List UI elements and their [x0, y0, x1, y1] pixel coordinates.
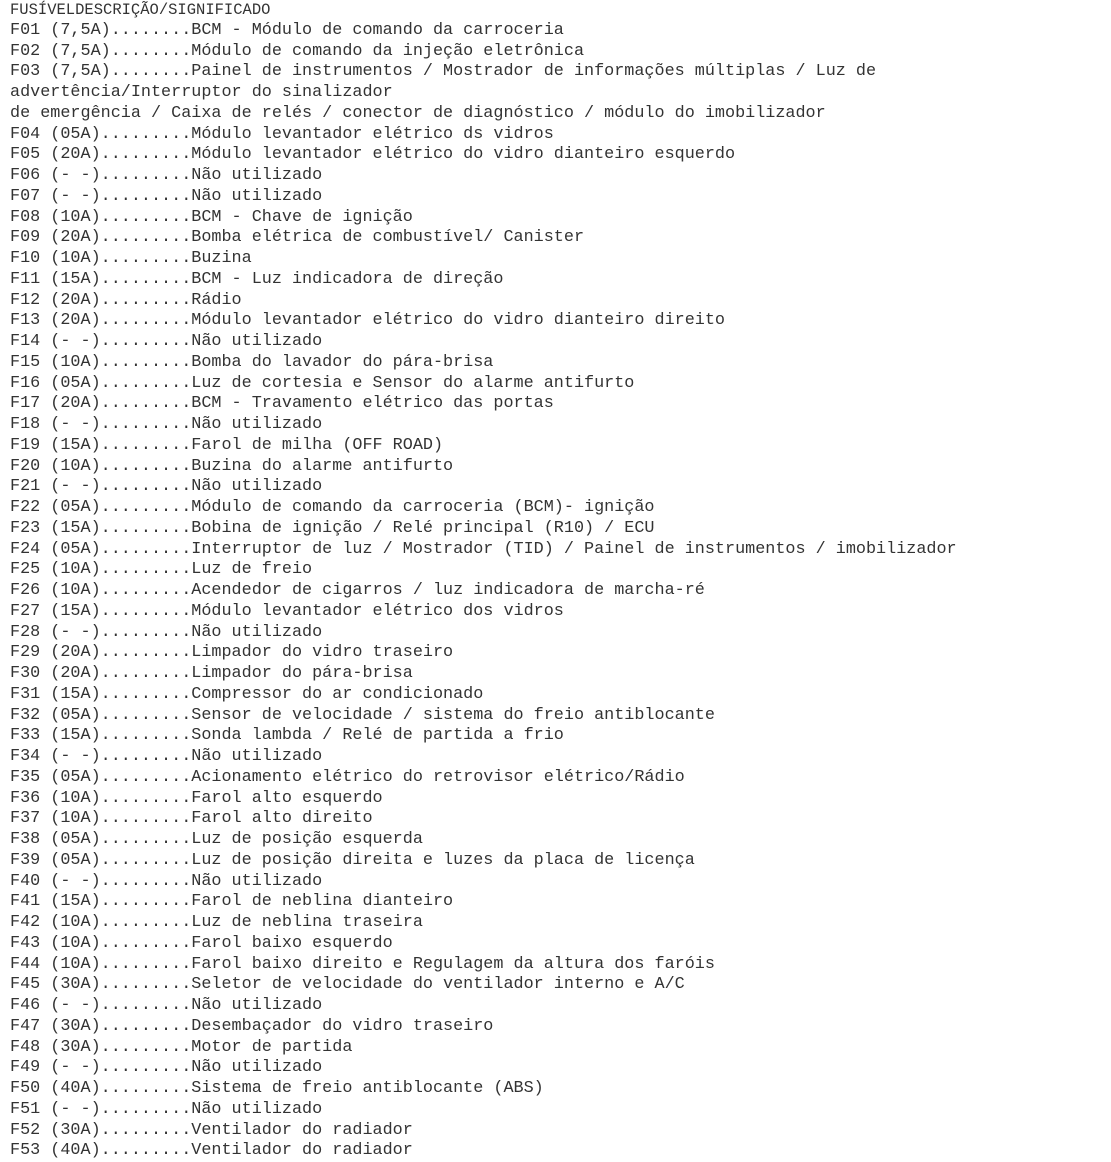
fuse-line: F30 (20A).........Limpador do pára-brisa	[10, 664, 413, 683]
fuse-line: F17 (20A).........BCM - Travamento elétrico das portas	[10, 394, 554, 414]
fuse-line: F50 (40A).........Sistema de freio antiblocante (ABS)	[10, 1079, 544, 1098]
fuse-line: F41 (15A).........Farol de neblina dianteiro	[10, 892, 454, 912]
fuse-line: F09 (20A).........Bomba elétrica de combustível/ Canister	[10, 228, 585, 248]
fuse-line: F38 (05A).........Luz de posição esquerda	[10, 830, 423, 849]
fuse-line: F04 (05A).........Módulo levantador elétrico ds vidros	[10, 124, 554, 144]
fuse-line: F25 (10A).........Luz de freio	[10, 560, 313, 580]
fuse-line: F12 (20A).........Rádio	[10, 290, 242, 310]
fuse-line: F29 (20A).........Limpador do vidro traseiro	[10, 643, 454, 663]
table-header: FUSÍVELDESCRIÇÃO/SIGNIFICADO	[10, 1, 271, 19]
fuse-line: F13 (20A).........Módulo levantador elétrico do vidro dianteiro direito	[10, 311, 725, 331]
fuse-line: F15 (10A).........Bomba do lavador do pára-brisa	[10, 352, 494, 372]
fuse-line: F53 (40A).........Ventilador do radiador	[10, 1141, 413, 1161]
fuse-line: F45 (30A).........Seletor de velocidade do ventilador interno e A/C	[10, 975, 685, 995]
fuse-line: F24 (05A).........Interruptor de luz / Mostrador (TID) / Painel de instrumentos / imobilizador	[10, 539, 957, 559]
fuse-line: de emergência / Caixa de relés / conector de diagnóstico / módulo do imobilizador	[10, 103, 826, 123]
fuse-line: F48 (30A).........Motor de partida	[10, 1037, 353, 1057]
fuse-line: F20 (10A).........Buzina do alarme antifurto	[10, 456, 454, 476]
fuse-line: F39 (05A).........Luz de posição direita e luzes da placa de licença	[10, 850, 695, 870]
fuse-line: F43 (10A).........Farol baixo esquerdo	[10, 933, 393, 953]
fuse-line: F06 (- -).........Não utilizado	[10, 166, 323, 185]
fuse-line: F23 (15A).........Bobina de ignição / Relé principal (R10) / ECU	[10, 518, 655, 538]
fuse-line: F44 (10A).........Farol baixo direito e Regulagem da altura dos faróis	[10, 954, 715, 974]
fuse-line: F49 (- -).........Não utilizado	[10, 1058, 323, 1078]
fuse-line: F51 (- -).........Não utilizado	[10, 1099, 323, 1119]
fuse-line: F31 (15A).........Compressor do ar condicionado	[10, 684, 484, 704]
fuse-line: F35 (05A).........Acionamento elétrico do retrovisor elétrico/Rádio	[10, 767, 685, 787]
fuse-line: F36 (10A).........Farol alto esquerdo	[10, 788, 383, 808]
fuse-line: F16 (05A).........Luz de cortesia e Sensor do alarme antifurto	[10, 373, 635, 393]
fuse-line: F02 (7,5A)........Módulo de comando da injeção eletrônica	[10, 41, 585, 61]
fuse-line: F27 (15A).........Módulo levantador elétrico dos vidros	[10, 601, 564, 621]
fuse-line: F32 (05A).........Sensor de velocidade / sistema do freio antiblocante	[10, 705, 715, 725]
fuse-line: F14 (- -).........Não utilizado	[10, 332, 323, 351]
fuse-line: F33 (15A).........Sonda lambda / Relé de partida a frio	[10, 726, 564, 746]
fuse-line: F52 (30A).........Ventilador do radiador	[10, 1120, 413, 1140]
fuse-list	[10, 21, 1111, 1162]
fuse-line: F08 (10A).........BCM - Chave de ignição	[10, 207, 413, 227]
fuse-line: F07 (- -).........Não utilizado	[10, 186, 323, 206]
fuse-line: F46 (- -).........Não utilizado	[10, 996, 323, 1015]
fuse-line: F21 (- -).........Não utilizado	[10, 477, 323, 497]
fuse-line: F18 (- -).........Não utilizado	[10, 415, 323, 434]
fuse-line: F03 (7,5A)........Painel de instrumentos / Mostrador de informações múltiplas / Luz de	[10, 62, 877, 82]
fuse-line: F10 (10A).........Buzina	[10, 249, 252, 268]
fuse-line: advertência/Interruptor do sinalizador	[10, 83, 393, 102]
fuse-line: F37 (10A).........Farol alto direito	[10, 809, 373, 829]
fuse-line: F11 (15A).........BCM - Luz indicadora de direção	[10, 269, 504, 289]
fuse-line: F05 (20A).........Módulo levantador elétrico do vidro dianteiro esquerdo	[10, 145, 736, 165]
fuse-line: F19 (15A).........Farol de milha (OFF ROAD)	[10, 435, 444, 455]
fuse-line: F40 (- -).........Não utilizado	[10, 871, 323, 891]
fuse-line: F34 (- -).........Não utilizado	[10, 747, 323, 766]
fuse-line: F42 (10A).........Luz de neblina traseira	[10, 913, 423, 932]
fuse-line: F47 (30A).........Desembaçador do vidro traseiro	[10, 1016, 494, 1036]
fuse-line: F28 (- -).........Não utilizado	[10, 622, 323, 642]
fuse-line: F22 (05A).........Módulo de comando da carroceria (BCM)- ignição	[10, 498, 655, 517]
fuse-line: F01 (7,5A)........BCM - Módulo de comando da carroceria	[10, 20, 564, 40]
fuse-line: F26 (10A).........Acendedor de cigarros / luz indicadora de marcha-ré	[10, 581, 705, 600]
